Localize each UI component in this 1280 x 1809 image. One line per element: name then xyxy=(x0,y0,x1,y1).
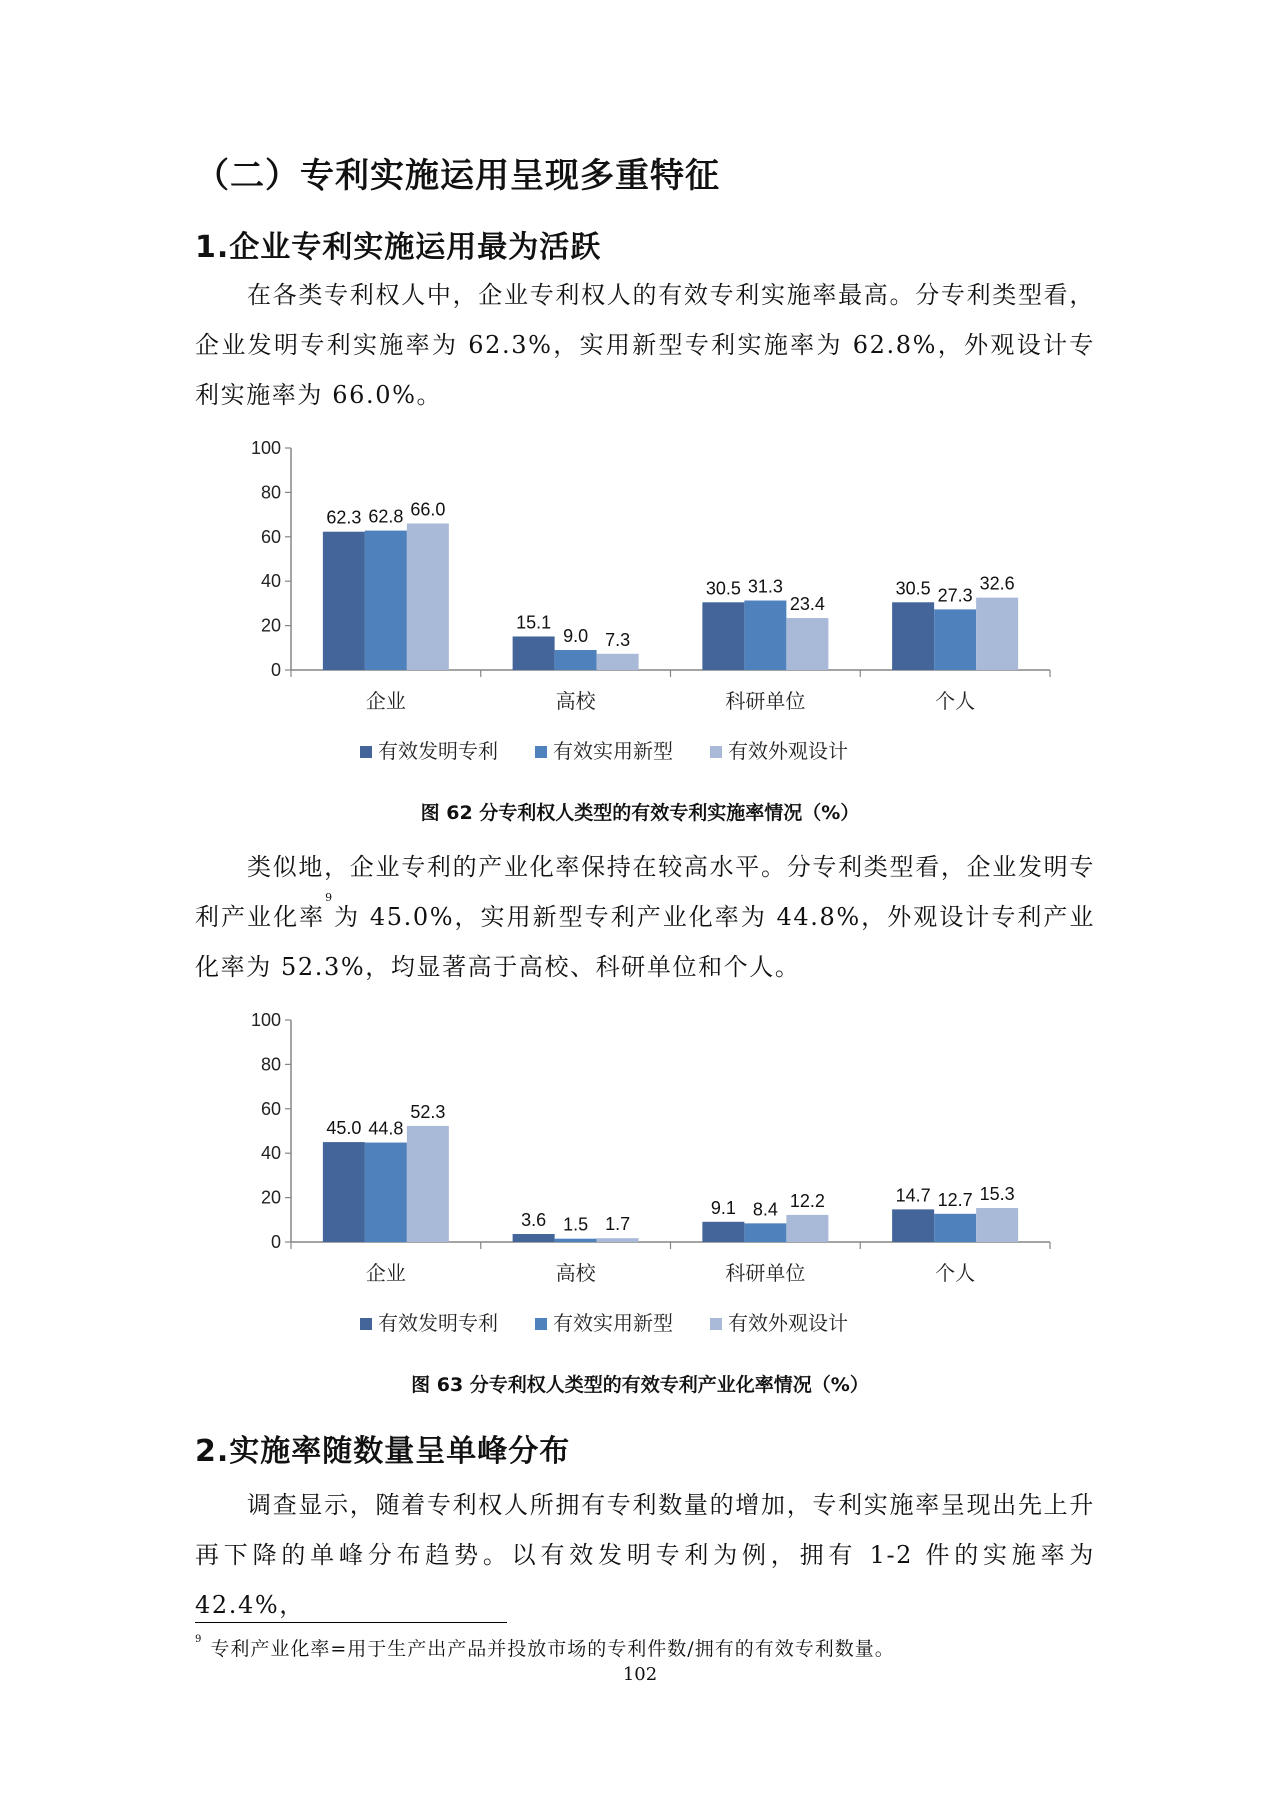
data-label: 52.3 xyxy=(410,1101,446,1122)
legend-label: 有效外观设计 xyxy=(728,739,848,763)
bar xyxy=(744,1223,786,1242)
paragraph-1: 在各类专利权人中，企业专利权人的有效专利实施率最高。分专利类型看，企业发明专利实施率为 62.3%，实用新型专利实施率为 62.8%，外观设计专利实施率为 66.0%。 xyxy=(195,281,1095,409)
data-label: 3.6 xyxy=(521,1210,547,1231)
bar xyxy=(323,532,365,670)
bar xyxy=(365,531,407,670)
data-label: 1.5 xyxy=(563,1214,589,1235)
data-label: 9.1 xyxy=(710,1197,736,1218)
bar xyxy=(976,598,1018,670)
bar xyxy=(323,1142,365,1242)
y-tick-label: 100 xyxy=(250,440,281,458)
bar xyxy=(407,1126,449,1242)
y-tick-label: 80 xyxy=(260,1054,281,1075)
bar xyxy=(513,636,555,670)
bar xyxy=(513,1234,555,1242)
data-label: 1.7 xyxy=(605,1214,631,1235)
bar xyxy=(702,602,744,670)
bar xyxy=(407,523,449,670)
legend-label: 有效发明专利 xyxy=(378,739,498,763)
x-category-label: 高校 xyxy=(555,689,596,713)
x-category-label: 企业 xyxy=(365,689,406,713)
data-label: 23.4 xyxy=(789,594,825,615)
y-tick-label: 40 xyxy=(260,1143,281,1164)
x-category-label: 个人 xyxy=(935,1261,976,1285)
footnote-ref: 9 xyxy=(325,891,334,904)
data-label: 15.1 xyxy=(516,612,552,633)
bar xyxy=(934,609,976,670)
legend-label: 有效发明专利 xyxy=(378,1311,498,1335)
bar xyxy=(744,601,786,670)
y-tick-label: 20 xyxy=(260,615,281,636)
data-label: 7.3 xyxy=(605,629,631,650)
bar xyxy=(892,602,934,670)
figure-63-caption: 图 63 分专利权人类型的有效专利产业化率情况（%） xyxy=(411,1374,869,1396)
paragraph-3: 调查显示，随着专利权人所拥有专利数量的增加，专利实施率呈现出先上升再下降的单峰分布趋势。以有效发明专利为例，拥有 1-2 件的实施率为 42.4%， xyxy=(195,1491,1095,1619)
data-label: 44.8 xyxy=(368,1118,404,1139)
data-label: 8.4 xyxy=(752,1199,778,1220)
data-label: 12.2 xyxy=(789,1190,825,1211)
legend-label: 有效实用新型 xyxy=(553,739,673,763)
footnote-divider xyxy=(195,1622,507,1623)
legend-swatch xyxy=(360,1318,372,1330)
legend-swatch xyxy=(360,746,372,758)
y-tick-label: 100 xyxy=(250,1012,281,1030)
data-label: 66.0 xyxy=(410,499,446,520)
bar xyxy=(702,1222,744,1242)
bar xyxy=(597,1238,639,1242)
y-tick-label: 0 xyxy=(270,1232,281,1252)
data-label: 32.6 xyxy=(979,573,1015,594)
y-tick-label: 60 xyxy=(260,526,281,547)
data-label: 30.5 xyxy=(705,578,741,599)
data-label: 27.3 xyxy=(937,585,973,606)
paragraph-2 xyxy=(195,842,1095,992)
data-label: 45.0 xyxy=(326,1118,362,1139)
bar xyxy=(892,1209,934,1242)
subsection-title-2: 2.实施率随数量呈单峰分布 xyxy=(195,1434,571,1469)
bar xyxy=(786,1215,828,1242)
y-tick-label: 80 xyxy=(260,482,281,503)
legend-swatch xyxy=(535,1318,547,1330)
data-label: 9.0 xyxy=(563,626,589,647)
bar xyxy=(786,618,828,670)
section-title: （二）专利实施运用呈现多重特征 xyxy=(195,156,720,196)
x-category-label: 科研单位 xyxy=(725,1261,806,1285)
bar xyxy=(934,1214,976,1242)
footnote xyxy=(195,1634,895,1661)
legend-label: 有效外观设计 xyxy=(728,1311,848,1335)
paragraph-2-text-b: 为 45.0%，实用新型专利产业化率为 44.8%，外观设计专利产业化率为 52.3%，均显著高于高校、科研单位和个人。 xyxy=(195,903,1096,981)
bar xyxy=(976,1208,1018,1242)
footnote-mark: 9 xyxy=(195,1634,203,1645)
x-category-label: 个人 xyxy=(935,689,976,713)
legend-swatch xyxy=(710,746,722,758)
y-tick-label: 60 xyxy=(260,1098,281,1119)
bar xyxy=(555,650,597,670)
bar xyxy=(365,1143,407,1242)
data-label: 31.3 xyxy=(747,576,783,597)
implementation-rate-chart xyxy=(195,440,1095,790)
data-label: 14.7 xyxy=(895,1185,931,1206)
figure-62-caption: 图 62 分专利权人类型的有效专利实施率情况（%） xyxy=(420,802,860,824)
y-tick-label: 40 xyxy=(260,571,281,592)
x-category-label: 科研单位 xyxy=(725,689,806,713)
bar xyxy=(555,1239,597,1242)
data-label: 30.5 xyxy=(895,578,931,599)
page-number: 102 xyxy=(622,1664,658,1685)
bar xyxy=(597,654,639,670)
data-label: 62.3 xyxy=(326,507,362,528)
legend-swatch xyxy=(710,1318,722,1330)
legend-label: 有效实用新型 xyxy=(553,1311,673,1335)
paragraph-2-text-a: 类似地，企业专利的产业化率保持在较高水平。分专利类型看，企业发明专利产业化率 xyxy=(195,853,1095,931)
industrialization-rate-chart xyxy=(195,1012,1095,1362)
subsection-title-1: 1.企业专利实施运用最为活跃 xyxy=(195,230,602,265)
legend-swatch xyxy=(535,746,547,758)
y-tick-label: 20 xyxy=(260,1187,281,1208)
data-label: 15.3 xyxy=(979,1184,1015,1205)
x-category-label: 企业 xyxy=(365,1261,406,1285)
x-category-label: 高校 xyxy=(555,1261,596,1285)
footnote-text: 专利产业化率=用于生产出产品并投放市场的专利件数/拥有的有效专利数量。 xyxy=(210,1638,895,1660)
data-label: 12.7 xyxy=(937,1189,973,1210)
y-tick-label: 0 xyxy=(270,660,281,680)
data-label: 62.8 xyxy=(368,506,404,527)
